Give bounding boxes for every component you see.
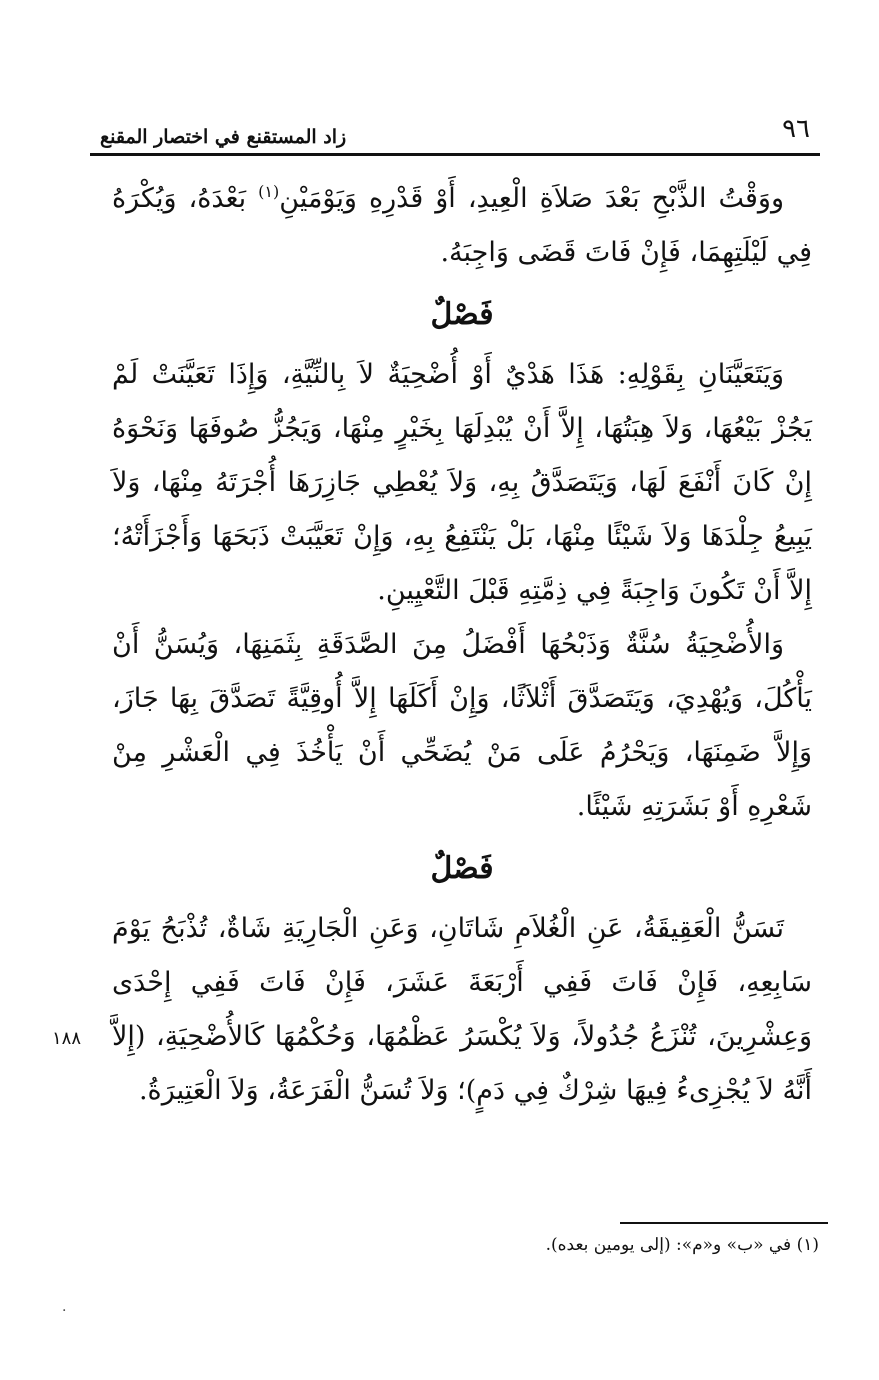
- paragraph-1-end: بَعْدَهُ، وَيُكْرَهُ فِي لَيْلَتِهِمَا، فَإِنْ فَاتَ قَضَى وَاجِبَهُ.: [112, 183, 812, 268]
- header-rule: [90, 153, 820, 156]
- section-heading-2: فَصْلٌ: [430, 851, 494, 886]
- page-number: ٩٦: [782, 114, 810, 144]
- paragraph-4: تَسَنُّ الْعَقِيقَةُ، عَنِ الْغُلاَمِ شَاتَانِ، وَعَنِ الْجَارِيَةِ شَاةٌ، تُذْبَحُ يَوْمَ سَابِعِهِ، فَإِنْ فَاتَ فَفِي أَرْبَعَةَ عَشَرَ، فَإِنْ فَاتَ فَفِي إِحْدَى وَعِشْرِينَ، تُنْزَعُ جُدُولاً، وَلاَ يُكْسَرُ عَظْمُهَا، وَحُكْمُهَا كَالأُضْحِيَةِ، (إِلاَّ أَنَّهُ لاَ يُجْزِىءُ فِيهَا شِرْكٌ فِي دَمٍ)؛ وَلاَ تُسَنُّ الْفَرَعَةُ، وَلاَ الْعَتِيرَةُ.: [112, 913, 812, 1106]
- footnote: (١) في «ب» و«م»: (إلى يومين بعده).: [545, 1235, 819, 1255]
- margin-reference-number: ١٨٨: [52, 1028, 82, 1049]
- paragraph-1-start: ووَقْتُ الذَّبْحِ بَعْدَ صَلاَةِ الْعِيدِ، أَوْ قَدْرِهِ وَيَوْمَيْنِ: [279, 183, 784, 214]
- paragraph-3: وَالأُضْحِيَةُ سُنَّةٌ وَذَبْحُهَا أَفْضَلُ مِنَ الصَّدَقَةِ بِثَمَنِهَا، وَيُسَنُّ أَنْ يَأْكُلَ، وَيُهْدِيَ، وَيَتَصَدَّقَ أَثْلاَثًا، وَإِنْ أَكَلَهَا إِلاَّ أُوقِيَّةً تَصَدَّقَ بِهَا جَازَ، وَإِلاَّ ضَمِنَهَا، وَيَحْرُمُ عَلَى مَنْ يُضَحِّي أَنْ يَأْخُذَ فِي الْعَشْرِ مِنْ شَعْرِهِ أَوْ بَشَرَتِهِ شَيْئًا.: [112, 629, 812, 822]
- running-title: زاد المستقنع في اختصار المقنع: [100, 126, 347, 148]
- paragraph-1: [112, 172, 812, 280]
- paragraph-2: وَيَتَعَيَّنَانِ بِقَوْلِهِ: هَذَا هَدْيٌ أَوْ أُضْحِيَةٌ لاَ بِالنِّيَّةِ، وَإِذَا تَعَيَّنَتْ لَمْ يَجُزْ بَيْعُهَا، وَلاَ هِبَتُهَا، إِلاَّ أَنْ يُبْدِلَهَا بِخَيْرٍ مِنْهَا، وَيَجُزُّ صُوفَهَا وَنَحْوَهُ إِنْ كَانَ أَنْفَعَ لَهَا، وَيَتَصَدَّقُ بِهِ، وَلاَ يُعْطِي جَازِرَهَا أُجْرَتَهُ مِنْهَا، وَلاَ يَبِيعُ جِلْدَهَا وَلاَ شَيْئًا مِنْهَا، بَلْ يَنْتَفِعُ بِهِ، وَإِنْ تَعَيَّبَتْ ذَبَحَهَا وَأَجْزَأَتْهُ؛ إِلاَّ أَنْ تَكُونَ وَاجِبَةً فِي ذِمَّتِهِ قَبْلَ التَّعْيِينِ.: [112, 359, 812, 606]
- corner-mark: ·: [62, 1303, 67, 1319]
- footnote-rule: [620, 1222, 828, 1224]
- main-text: [112, 172, 812, 1118]
- section-heading-1: فَصْلٌ: [430, 297, 494, 332]
- page-header: [90, 108, 820, 156]
- footnote-reference: (١): [258, 182, 280, 201]
